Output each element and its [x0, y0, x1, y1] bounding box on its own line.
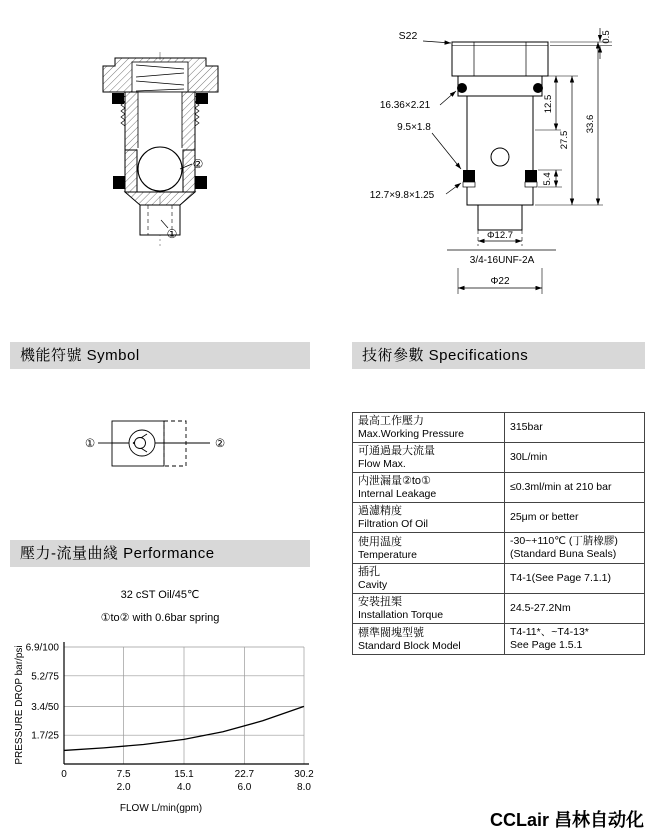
spec-name-en: Max.Working Pressure: [358, 428, 465, 440]
symbol-port1: ①: [84, 438, 96, 450]
specs-table: [352, 412, 645, 655]
spec-name-zh: 標準閥塊型號: [358, 626, 424, 639]
dia-pilot-label: Φ12.7: [486, 230, 514, 241]
hydraulic-symbol: [80, 413, 240, 475]
y-tick-label: 1.7/25: [31, 730, 59, 742]
y-tick-label: 5.2/75: [31, 671, 59, 683]
flange: [458, 76, 542, 96]
table-row: [353, 533, 645, 564]
symbol-port2: ②: [214, 438, 226, 450]
table-row: [353, 503, 645, 533]
dim-5-4-label: 5.4: [542, 172, 553, 186]
spec-value: ≤0.3ml/min at 210 bar: [510, 481, 612, 493]
oring-top-right: [533, 83, 543, 93]
dim-27-5-label: 27.5: [559, 130, 570, 150]
spec-value: 30L/min: [510, 451, 548, 463]
spec-value: 315bar: [510, 421, 543, 433]
seal-backup-label: 12.7×9.8×1.25: [369, 190, 435, 201]
oring-top-right: [196, 93, 208, 104]
x-tick-label-gpm: 6.0: [237, 782, 252, 793]
step-label: 0.5: [601, 30, 612, 44]
dim-12-5-label: 12.5: [543, 94, 554, 114]
hex-size-label: S22: [398, 30, 418, 42]
spec-name-en: Flow Max.: [358, 458, 406, 470]
chart-subtitle: ①to② with 0.6bar spring: [100, 612, 220, 624]
spec-value: T4-11*、~T4-13*: [510, 626, 589, 638]
x-tick-label: 0: [61, 769, 67, 780]
seal-left: [463, 170, 475, 182]
performance-chart: [18, 633, 318, 801]
port2-callout: ②: [192, 157, 204, 171]
spec-name-en: Temperature: [358, 548, 417, 561]
table-row: [353, 413, 645, 443]
oring-low-left: [113, 176, 125, 189]
chart-y-axis-label: PRESSURE DROP bar/psi: [14, 645, 25, 765]
valve-dimension-drawing: [350, 12, 645, 312]
dia-body-label: Φ22: [490, 276, 510, 287]
chart-x-axis-label: FLOW L/min(gpm): [119, 803, 203, 814]
spec-name-zh: 使用温度: [358, 535, 402, 548]
port1-callout: ①: [166, 227, 178, 241]
table-row: [353, 564, 645, 594]
spec-value: -30~+110℃ (丁腈橡膠): [510, 535, 618, 547]
spec-name-zh: 插孔: [358, 566, 380, 578]
check-ball-symbol: [135, 438, 146, 449]
oring-low-right: [195, 176, 207, 189]
x-tick-label-gpm: 2.0: [116, 782, 131, 793]
spec-value: T4-1(See Page 7.1.1): [510, 572, 611, 584]
section-title-symbol: 機能符號 Symbol: [10, 342, 310, 369]
valve-section-drawing: [68, 48, 248, 258]
table-row: [353, 473, 645, 503]
seal-right: [525, 170, 537, 182]
spec-value: 25μm or better: [510, 511, 579, 523]
y-tick-label: 3.4/50: [31, 701, 59, 713]
y-tick-label: 6.9/100: [25, 642, 59, 654]
check-ball: [138, 147, 182, 191]
oring-top-left: [112, 93, 124, 104]
dimension-drawing-shapes: [370, 28, 612, 294]
dim-33-6-label: 33.6: [585, 114, 596, 134]
spec-name-zh: 最高工作壓力: [358, 415, 424, 427]
symbol-box-dashed: [164, 421, 186, 466]
x-tick-label: 30.2: [294, 769, 314, 780]
chart-title: 32 cST Oil/45℃: [120, 589, 200, 601]
hex-head: [452, 42, 548, 76]
spec-name-en: Standard Block Model: [358, 639, 461, 652]
cross-hole: [491, 148, 509, 166]
x-tick-label: 22.7: [234, 769, 255, 780]
spec-value-2: See Page 1.5.1: [510, 639, 583, 651]
oring-top-left: [457, 83, 467, 93]
brand-logo: CCLair 昌林自动化: [489, 810, 644, 830]
x-tick-label-gpm: 8.0: [297, 782, 311, 793]
x-tick-label: 7.5: [116, 769, 131, 780]
spec-name-en: Cavity: [358, 579, 388, 591]
spec-value-2: (Standard Buna Seals): [510, 548, 617, 560]
spec-value: 24.5-27.2Nm: [510, 602, 571, 614]
section-title-performance: 壓力-流量曲綫 Performance: [10, 540, 310, 567]
spec-name-zh: 安裝扭榘: [358, 596, 402, 608]
spec-name-zh: 可通過最大流量: [358, 445, 435, 457]
spec-name-zh: 過濾精度: [358, 505, 402, 517]
spec-name-zh: 内泄漏量②to①: [358, 475, 431, 487]
spec-name-en: Installation Torque: [358, 609, 444, 621]
thread-label: 3/4-16UNF-2A: [469, 255, 535, 266]
table-row: [353, 624, 645, 655]
spec-name-en: Filtration Of Oil: [358, 518, 429, 530]
seat-section: [125, 192, 195, 205]
x-tick-label-gpm: 4.0: [177, 782, 191, 793]
spec-name-en: Internal Leakage: [358, 488, 437, 500]
oring-mid-label: 9.5×1.8: [397, 122, 431, 133]
oring-top-label: 16.36×2.21: [379, 100, 431, 111]
section-drawing-shapes: [103, 52, 218, 246]
table-row: [353, 443, 645, 473]
table-row: [353, 594, 645, 624]
pilot-stem: [478, 205, 522, 230]
section-title-specifications: 技術參數 Specifications: [352, 342, 645, 369]
x-tick-label: 15.1: [174, 769, 194, 780]
